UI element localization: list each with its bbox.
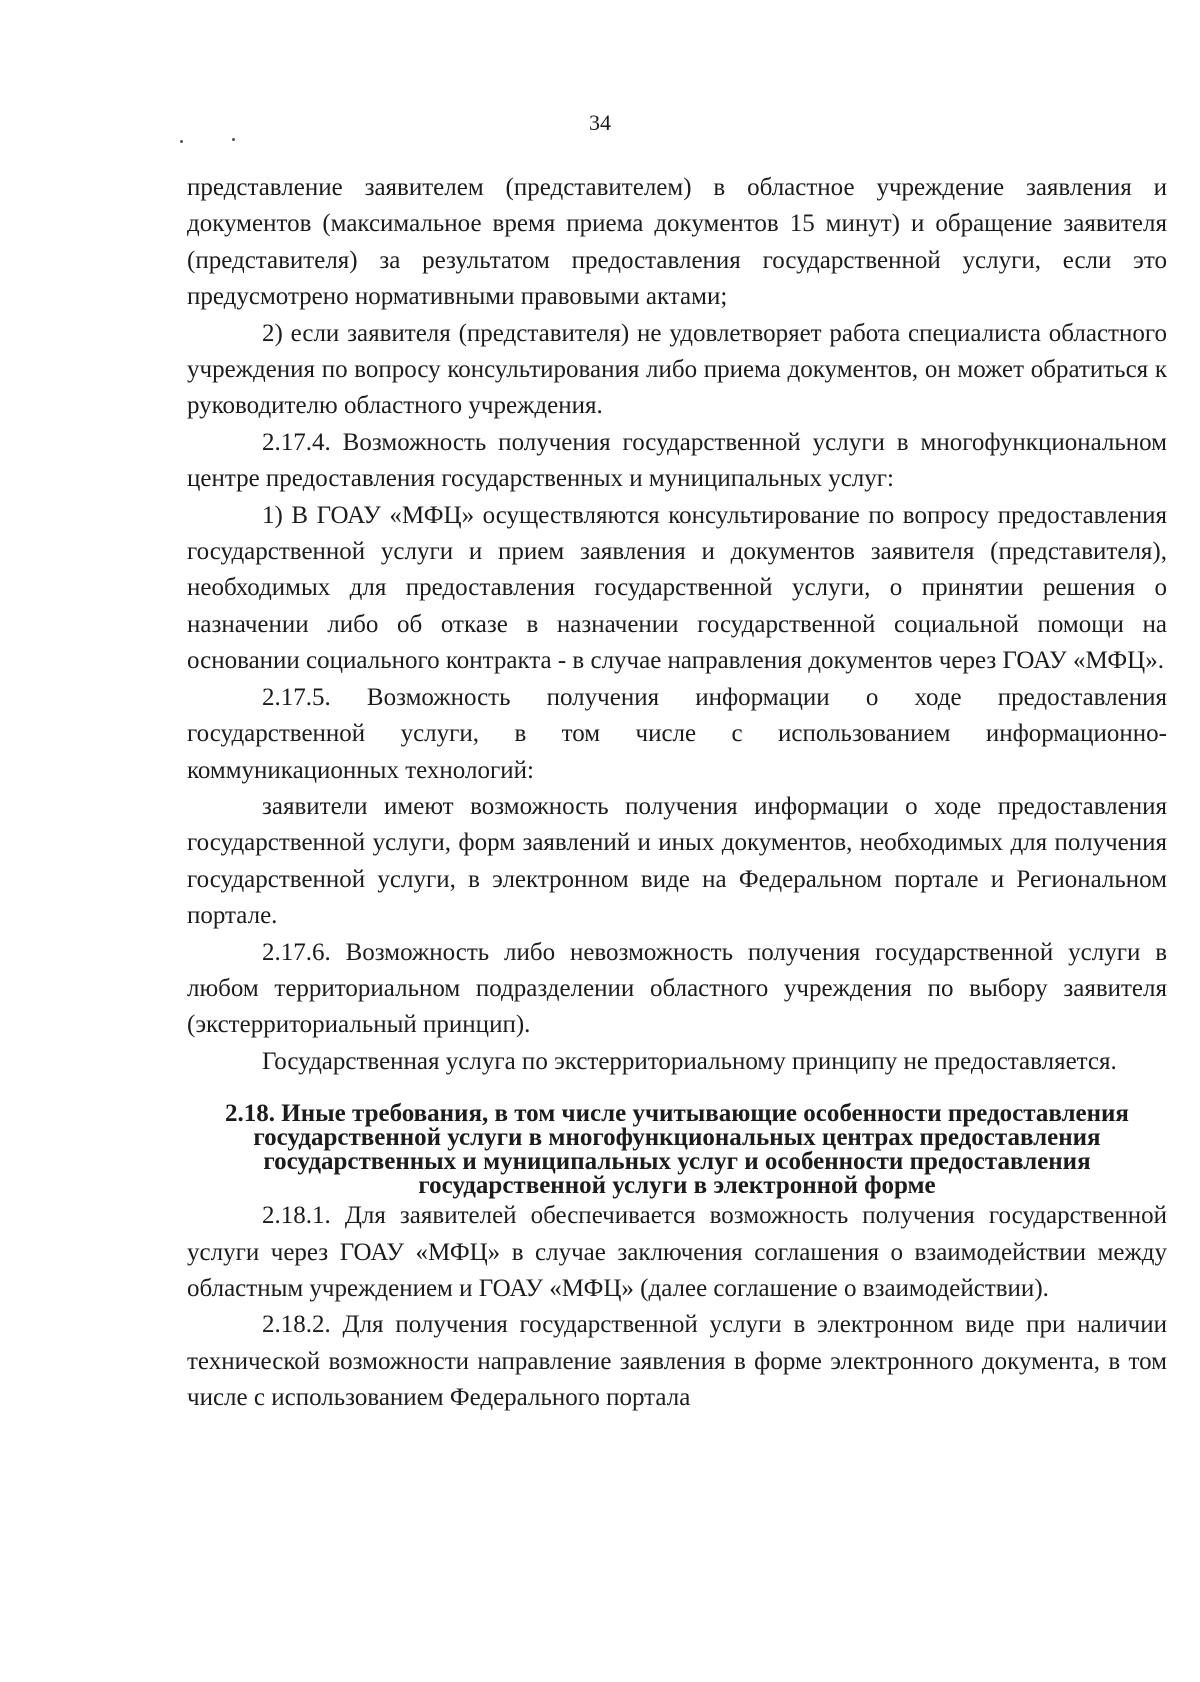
paragraph: представление заявителем (представителем) в областное учреждение заявления и документов (максимальное время приема документов 15 минут) и обращение заявителя (представителя) за результатом предоставления государственной услуги, если это предусмотрено нормативными правовыми актами;: [187, 174, 1167, 311]
page-number: 34: [589, 110, 611, 135]
scan-speck: [232, 138, 235, 141]
section-heading: 2.18. Иные требования, в том числе учитывающие особенности предоставления государственной услуги в многофункциональных центрах предоставления государственных и муниципальных услуг и особенности предоставления государственной услуги в электронной форме: [225, 1100, 1129, 1200]
paragraph: заявители имеют возможность получения информации о ходе предоставления государственной услуги, форм заявлений и иных документов, необходимых для получения государственной услуги, в электронном виде на Федеральном портале и Региональном портале.: [187, 792, 1167, 930]
document-body: [187, 170, 1167, 1417]
paragraph: 2) если заявителя (представителя) не удовлетворяет работа специалиста областного учреждения по вопросу консультирования либо приема документов, он может обратиться к руководителю областного учреждения.: [187, 319, 1167, 420]
paragraph: 2.17.4. Возможность получения государственной услуги в многофункциональном центре предоставления государственных и муниципальных услуг:: [187, 428, 1167, 493]
paragraph: 2.18.1. Для заявителей обеспечивается возможность получения государственной услуги через ГОАУ «МФЦ» в случае заключения соглашения о взаимодействии между областным учреждением и ГОАУ «МФЦ» (далее соглашение о взаимодействии).: [187, 1202, 1167, 1302]
paragraph: 2.18.2. Для получения государственной услуги в электронном виде при наличии технической возможности направление заявления в форме электронного документа, в том числе с использованием Федерального портала: [187, 1311, 1167, 1412]
paragraph: 2.17.6. Возможность либо невозможность получения государственной услуги в любом территориальном подразделении областного учреждения по выбору заявителя (экстерриториальный принцип).: [187, 938, 1167, 1039]
paragraph: 2.17.5. Возможность получения информации о ходе предоставления государственной услуги, в том числе с использованием информационно-коммуникационных технологий:: [187, 683, 1167, 784]
paragraph: Государственная услуга по экстерриториальному принципу не предоставляется.: [262, 1047, 1117, 1075]
scan-speck: [180, 140, 183, 143]
paragraph: 1) В ГОАУ «МФЦ» осуществляются консультирование по вопросу предоставления государственной услуги и прием заявления и документов заявителя (представителя), необходимых для предоставления государственной услуги, о принятии решения о назначении либо об отказе в назначении государственной социальной помощи на основании социального контракта - в случае направления документов через ГОАУ «МФЦ».: [187, 501, 1167, 675]
